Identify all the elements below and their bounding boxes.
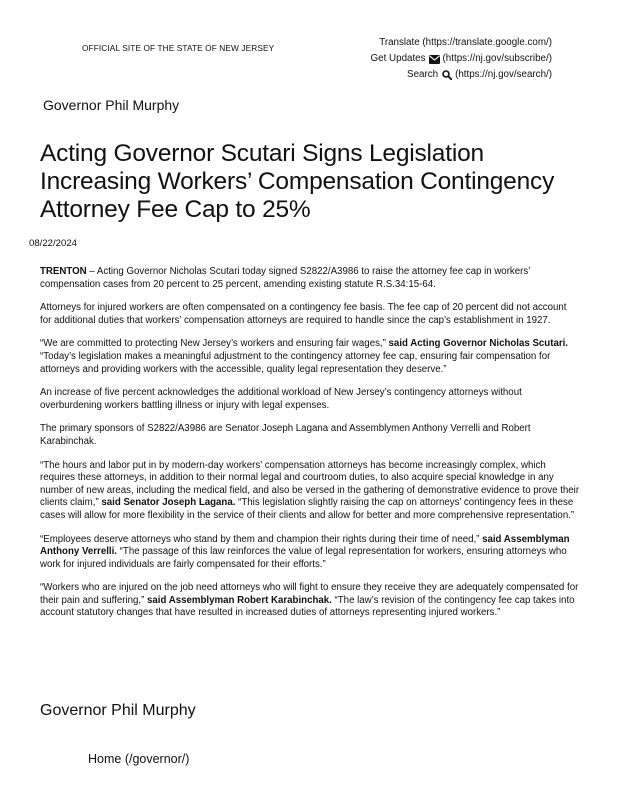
paragraph-5: The primary sponsors of S2822/A3986 are Senator Joseph Lagana and Assemblymen Anthony Verrelli and Robert Karabinchak.	[40, 423, 531, 447]
paragraph-8	[40, 582, 580, 620]
search-url: (https://nj.gov/search/)	[455, 69, 552, 80]
dateline: TRENTON	[40, 266, 87, 277]
official-site-label: OFFICIAL SITE OF THE STATE OF NEW JERSEY	[82, 43, 275, 53]
get-updates-link[interactable]	[371, 51, 552, 67]
article-body	[40, 266, 580, 631]
quote-text: “The hours and labor put in by modern-day workers’ compensation attorneys has become increasingly complex, which requires these attorneys, in addition to their normal legal and courtroom duties, to also acquire special knowledge in any number of new areas, including the medical field, and also be versed in the gathering of demonstrative evidence to prove their clients claim,”	[40, 459, 580, 509]
quote-text: “The law’s revision of the contingency fee cap takes into account statutory changes that have resulted in increased duties of attorneys representing injured workers.”	[40, 594, 575, 619]
paragraph-1	[40, 266, 580, 291]
quote-text: “We are committed to protecting New Jersey’s workers and ensuring fair wages,”	[40, 338, 389, 350]
quote-text: “Employees deserve attorneys who stand by them and champion their rights during their time of need,”	[40, 533, 483, 545]
quote-text: “Today’s legislation makes a meaningful adjustment to the contingency attorney fee cap, ensuring fair compensation for attorneys and providing workers with the accessible, quality legal representation they deserve.”	[40, 350, 551, 375]
footer-title: Governor Phil Murphy	[40, 702, 196, 719]
paragraph-6	[40, 460, 580, 523]
quote-text: “This legislation slightly raising the cap on attorneys’ contingency fees in these cases will allow for more flexibility in the service of their clients and allow for better and more comprehensive representation.”	[40, 497, 575, 521]
paragraph-4: An increase of five percent acknowledges the additional workload of New Jersey’s contingency attorneys without overburdening workers battling illness or injury with legal expenses.	[40, 387, 522, 411]
search-label: Search	[407, 69, 439, 80]
paragraph-1-text: – Acting Governor Nicholas Scutari today signed S2822/A3986 to raise the attorney fee cap in workers’ compensation cases from 20 percent to 25 percent, amending existing statute R.S.34:15-64.	[40, 266, 531, 290]
quote-text: “The passage of this law reinforces the value of legal representation for workers, ensuring attorneys who work for injured individuals are fairly compensated for their efforts.”	[40, 546, 567, 570]
translate-label: Translate (https://translate.google.com/)	[379, 37, 552, 48]
article-date: 08/22/2024	[29, 238, 78, 249]
home-link[interactable]: Home (/governor/)	[88, 752, 190, 766]
paragraph-2: Attorneys for injured workers are often compensated on a contingency fee basis. The fee cap of 20 percent did not account for additional duties that workers’ compensation attorneys are required to handle since the cap’s establishment in 1927.	[40, 302, 567, 326]
paragraph-7	[40, 534, 580, 572]
get-updates-url: (https://nj.gov/subscribe/)	[442, 53, 552, 64]
quote-attribution: said Assemblyman Robert Karabinchak.	[147, 594, 332, 606]
site-title[interactable]: Governor Phil Murphy	[43, 97, 180, 113]
quote-text: “Workers who are injured on the job need attorneys who will fight to ensure they receive they are adequately compensated for their pain and suffering,”	[40, 582, 579, 606]
article-title: Acting Governor Scutari Signs Legislation Increasing Workers’ Compensation Contingency Attorney Fee Cap to 25%	[40, 140, 555, 223]
quote-attribution: said Assemblyman Anthony Verrelli.	[40, 533, 570, 558]
translate-link[interactable]	[371, 35, 552, 51]
paragraph-3	[40, 338, 580, 376]
envelope-icon	[429, 54, 440, 65]
quote-attribution: said Acting Governor Nicholas Scutari.	[388, 338, 568, 350]
quote-attribution: said Senator Joseph Lagana.	[101, 497, 236, 509]
search-link[interactable]	[371, 67, 552, 83]
magnifier-icon	[441, 70, 452, 81]
get-updates-label: Get Updates	[370, 53, 426, 64]
utility-links	[371, 35, 552, 83]
